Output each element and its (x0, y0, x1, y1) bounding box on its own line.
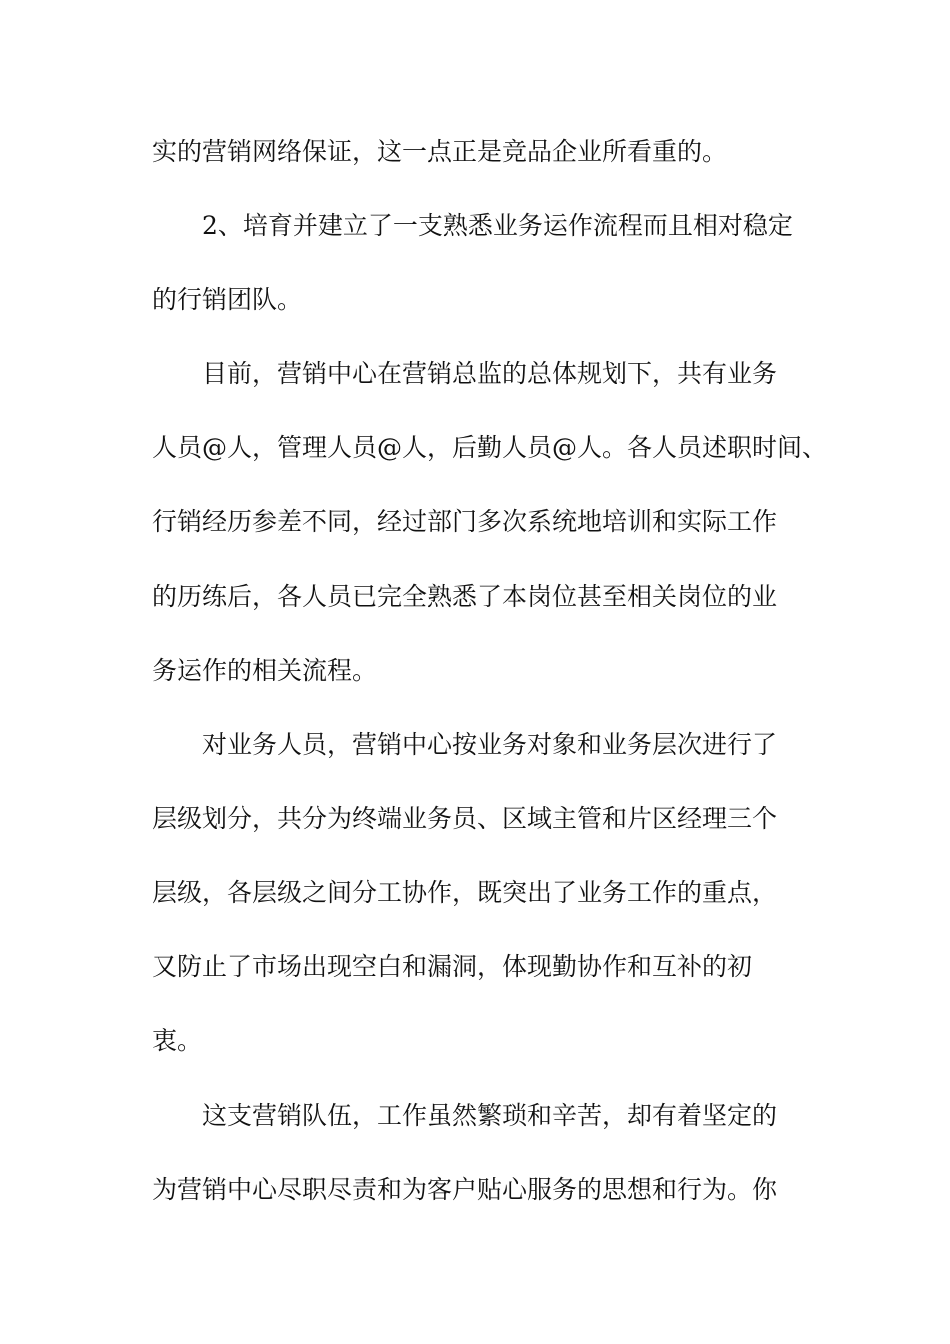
text-line: 又防止了市场出现空白和漏洞，体现勤协作和互补的初 (152, 952, 753, 981)
text-line: 层级，各层级之间分工协作，既突出了业务工作的重点， (152, 878, 778, 907)
text-line: 的历练后，各人员已完全熟悉了本岗位甚至相关岗位的业 (152, 582, 778, 611)
text-line: 层级划分，共分为终端业务员、区域主管和片区经理三个 (152, 804, 778, 833)
text-line: 为营销中心尽职尽责和为客户贴心服务的思想和行为。你 (152, 1175, 778, 1204)
text-line: 实的营销网络保证，这一点正是竞品企业所看重的。 (152, 137, 728, 166)
text-line: 人员@人，管理人员@人，后勤人员@人。各人员述职时间、 (152, 433, 828, 462)
text-line: 行销经历参差不同，经过部门多次系统地培训和实际工作 (152, 507, 778, 536)
text-line: 的行销团队。 (152, 285, 303, 314)
text-line: 衷。 (152, 1026, 203, 1055)
text-line: 2、培育并建立了一支熟悉业务运作流程而且相对稳定 (202, 211, 793, 240)
text-line: 目前，营销中心在营销总监的总体规划下，共有业务 (202, 359, 778, 388)
text-line: 对业务人员，营销中心按业务对象和业务层次进行了 (202, 730, 778, 759)
text-line: 这支营销队伍，工作虽然繁琐和辛苦，却有着坚定的 (202, 1101, 778, 1130)
text-line: 务运作的相关流程。 (152, 656, 378, 685)
